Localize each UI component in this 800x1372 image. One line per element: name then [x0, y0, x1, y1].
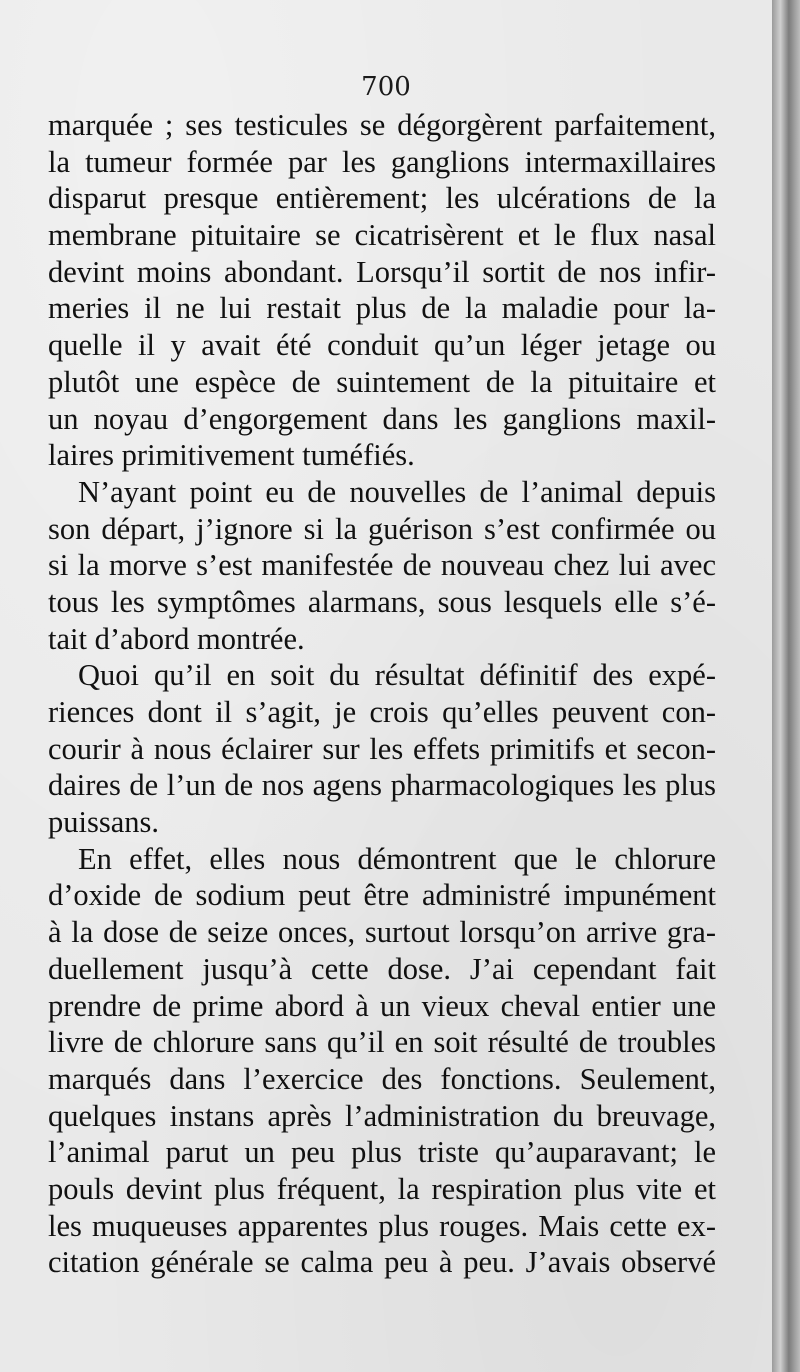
text-line: membrane pituitaire se cicatrisèrent et le flux nasal: [48, 218, 716, 253]
text-line: En effet, elles nous démontrent que le chlorure: [78, 841, 716, 876]
text-line: si la morve s’est manifestée de nouveau chez lui avec: [48, 548, 716, 583]
body-text: [48, 107, 716, 1281]
text-line: l’animal parut un peu plus triste qu’auparavant; le: [48, 1135, 716, 1170]
text-line: laires primitivement tuméfiés.: [48, 438, 415, 473]
text-line: disparut presque entièrement; les ulcérations de la: [48, 181, 716, 216]
text-line: les muqueuses apparentes plus rouges. Mais cette ex-: [48, 1208, 716, 1243]
text-line: meries il ne lui restait plus de la maladie pour la-: [48, 291, 716, 326]
text-line: livre de chlorure sans qu’il en soit résulté de troubles: [48, 1025, 716, 1060]
text-line: son départ, j’ignore si la guérison s’est confirmée ou: [48, 511, 716, 546]
text-line: la tumeur formée par les ganglions intermaxillaires: [48, 144, 716, 179]
text-line: riences dont il s’agit, je crois qu’elles peuvent con-: [48, 695, 716, 729]
text-line: tous les symptômes alarmans, sous lesquels elle s’é-: [48, 584, 716, 619]
text-line: N’ayant point eu de nouvelles de l’animal depuis: [78, 474, 716, 509]
text-line: plutôt une espèce de suintement de la pituitaire et: [48, 364, 716, 399]
text-line: courir à nous éclairer sur les effets primitifs et secon-: [48, 731, 716, 766]
text-line: un noyau d’engorgement dans les ganglions maxil-: [48, 401, 716, 436]
text-line: à la dose de seize onces, surtout lorsqu’on arrive gra-: [48, 915, 716, 950]
text-line: devint moins abondant. Lorsqu’il sortit de nos infir-: [48, 254, 716, 289]
text-line: Quoi qu’il en soit du résultat définitif des expé-: [78, 658, 716, 693]
text-line: marqués dans l’exercice des fonctions. Seulement,: [48, 1061, 716, 1096]
text-line: marquée ; ses testicules se dégorgèrent parfaitement,: [48, 108, 716, 142]
text-line: duellement jusqu’à cette dose. J’ai cependant fait: [48, 951, 716, 986]
text-line: prendre de prime abord à un vieux cheval entier une: [48, 988, 716, 1023]
text-line: daires de l’un de nos agens pharmacologiques les plus: [48, 768, 716, 803]
text-line: citation générale se calma peu à peu. J’avais observé: [48, 1245, 716, 1280]
text-line: quelle il y avait été conduit qu’un léger jetage ou: [48, 328, 716, 363]
text-line: d’oxide de sodium peut être administré impunément: [48, 878, 716, 913]
text-line: pouls devint plus fréquent, la respiration plus vite et: [48, 1171, 716, 1206]
text-line: puissans.: [48, 805, 159, 840]
page-number: 700: [361, 72, 411, 102]
text-line: tait d’abord montrée.: [48, 621, 305, 656]
book-spine-edge: [772, 0, 800, 1372]
text-line: quelques instans après l’administration du breuvage,: [48, 1098, 716, 1133]
